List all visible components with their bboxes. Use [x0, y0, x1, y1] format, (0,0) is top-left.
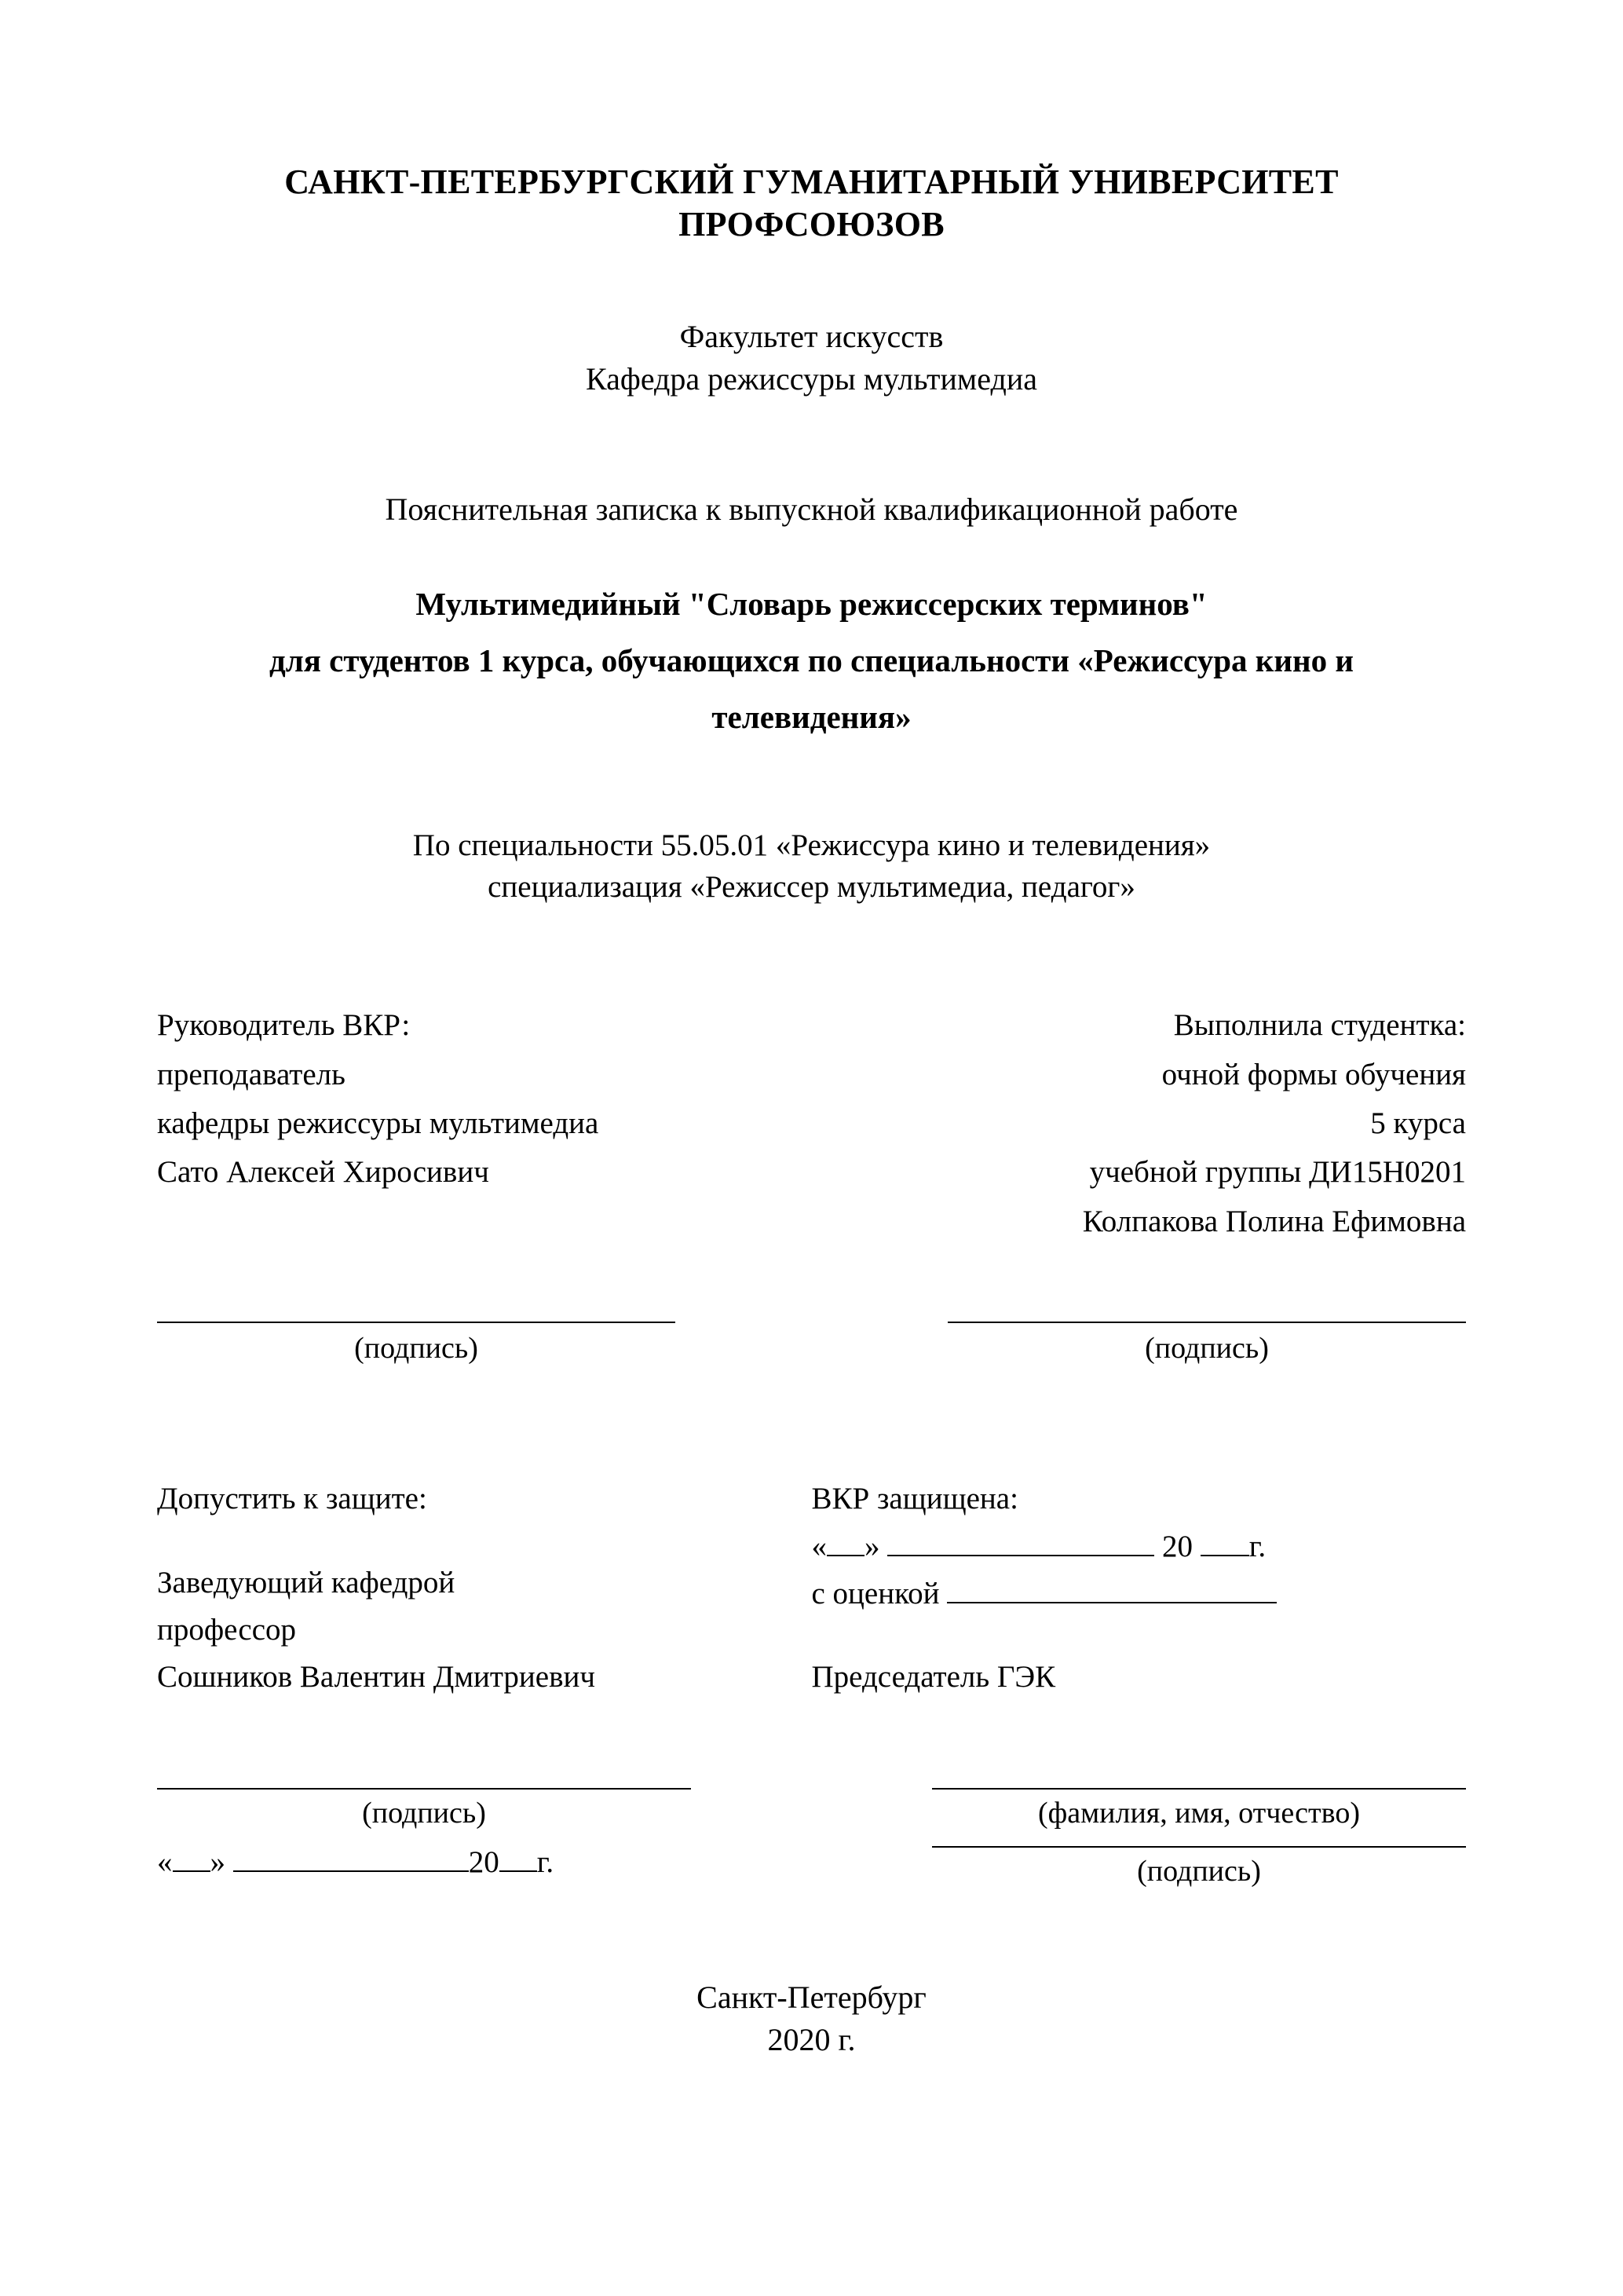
specialty-line-2: специализация «Режиссер мультимедиа, педагог»: [488, 870, 1135, 905]
supervisor-name: Сато Алексей Хиросивич: [157, 1155, 489, 1190]
grade-label: с оценкой: [811, 1577, 940, 1611]
date-month-blank: [233, 1870, 469, 1872]
people-block: [157, 1001, 1466, 1246]
approval-block: [157, 1475, 1466, 1702]
signature-row-bottom: [157, 1788, 1466, 1888]
supervisor-position: преподаватель: [157, 1057, 345, 1091]
head-name: Сошников Валентин Дмитриевич: [157, 1660, 596, 1695]
signature-caption: (подпись): [354, 1332, 478, 1366]
signature-rule: [932, 1846, 1466, 1848]
spacer: [157, 1523, 772, 1559]
admission-label: Допустить к защите:: [157, 1482, 427, 1516]
signature-rule: [948, 1322, 1466, 1323]
faculty-name: Факультет искусств: [679, 319, 944, 355]
specialty-line-1: По специальности 55.05.01 «Режиссура кино и телевидения»: [412, 828, 1211, 862]
admission-date-line: [157, 1844, 772, 1880]
department-name: Кафедра режиссуры мультимедиа: [586, 361, 1037, 397]
grade-blank: [947, 1602, 1277, 1603]
signature-rule: [157, 1322, 675, 1323]
chair-signature-field: [851, 1788, 1466, 1888]
work-title-line-3: телевидения»: [711, 698, 912, 735]
head-title: Заведующий кафедрой: [157, 1565, 455, 1600]
page-title: САНКТ-ПЕТЕРБУРГСКИЙ ГУМАНИТАРНЫЙ УНИВЕРСИТЕТ ПРОФСОЮЗОВ: [284, 163, 1339, 243]
faculty-block: [157, 316, 1466, 400]
fio-caption: (фамилия, имя, отчество): [1037, 1796, 1360, 1830]
date-quote-open: «: [811, 1529, 827, 1563]
date-quote-close: »: [865, 1529, 880, 1563]
defense-block: [812, 1475, 1467, 1702]
supervisor-block: [157, 1001, 772, 1197]
spacer: [851, 1830, 1466, 1846]
spacer: [812, 1618, 1467, 1654]
head-rank: профессор: [157, 1613, 297, 1647]
date-year-blank: [499, 1870, 537, 1872]
date-year-blank: [1201, 1555, 1249, 1556]
student-year: 5 курса: [1370, 1106, 1466, 1140]
defense-date-line: [812, 1523, 1467, 1570]
student-label: Выполнила студентка:: [1173, 1008, 1466, 1043]
student-form: очной формы обучения: [1161, 1057, 1466, 1091]
date-quote-open: «: [157, 1844, 173, 1879]
chair-label: Председатель ГЭК: [811, 1660, 1056, 1695]
work-title-line-1: Мультимедийный "Словарь режиссерских терминов": [415, 586, 1208, 623]
footer-block: [157, 1976, 1466, 2060]
signature-caption: (подпись): [1145, 1332, 1269, 1366]
student-signature-field: [851, 1322, 1466, 1366]
signature-caption: (подпись): [1137, 1854, 1261, 1888]
supervisor-department: кафедры режиссуры мультимедиа: [157, 1106, 599, 1140]
defense-label: ВКР защищена:: [811, 1482, 1018, 1516]
signature-caption: (подпись): [362, 1796, 486, 1830]
grade-line: [812, 1570, 1467, 1618]
date-year-prefix: 20: [1162, 1529, 1193, 1563]
date-quote-close: »: [210, 1844, 225, 1879]
date-year-suffix: г.: [1248, 1529, 1267, 1563]
year-label: 2020 г.: [767, 2021, 856, 2057]
supervisor-label: Руководитель ВКР:: [157, 1008, 411, 1043]
signature-rule: [157, 1788, 691, 1790]
student-group: учебной группы ДИ15Н0201: [1089, 1155, 1466, 1190]
work-title-line-2: для студентов 1 курса, обучающихся по специальности «Режиссура кино и: [269, 642, 1354, 679]
city-label: Санкт-Петербург: [696, 1979, 927, 2015]
work-title: [157, 576, 1466, 745]
explanatory-note-line: Пояснительная записка к выпускной квалификационной работе: [385, 492, 1238, 528]
specialty-block: [157, 824, 1466, 909]
date-year-prefix: 20: [468, 1844, 499, 1879]
admission-block: [157, 1475, 772, 1702]
head-signature-field: [157, 1788, 772, 1888]
supervisor-signature-field: [157, 1322, 772, 1366]
fio-rule: [932, 1788, 1466, 1790]
student-block: [851, 1001, 1466, 1246]
student-name: Колпакова Полина Ефимовна: [1082, 1204, 1466, 1238]
signature-row-top: [157, 1322, 1466, 1366]
date-day-blank: [827, 1555, 865, 1556]
date-year-suffix: г.: [536, 1844, 554, 1879]
date-day-blank: [173, 1870, 210, 1872]
date-month-blank: [887, 1555, 1154, 1556]
